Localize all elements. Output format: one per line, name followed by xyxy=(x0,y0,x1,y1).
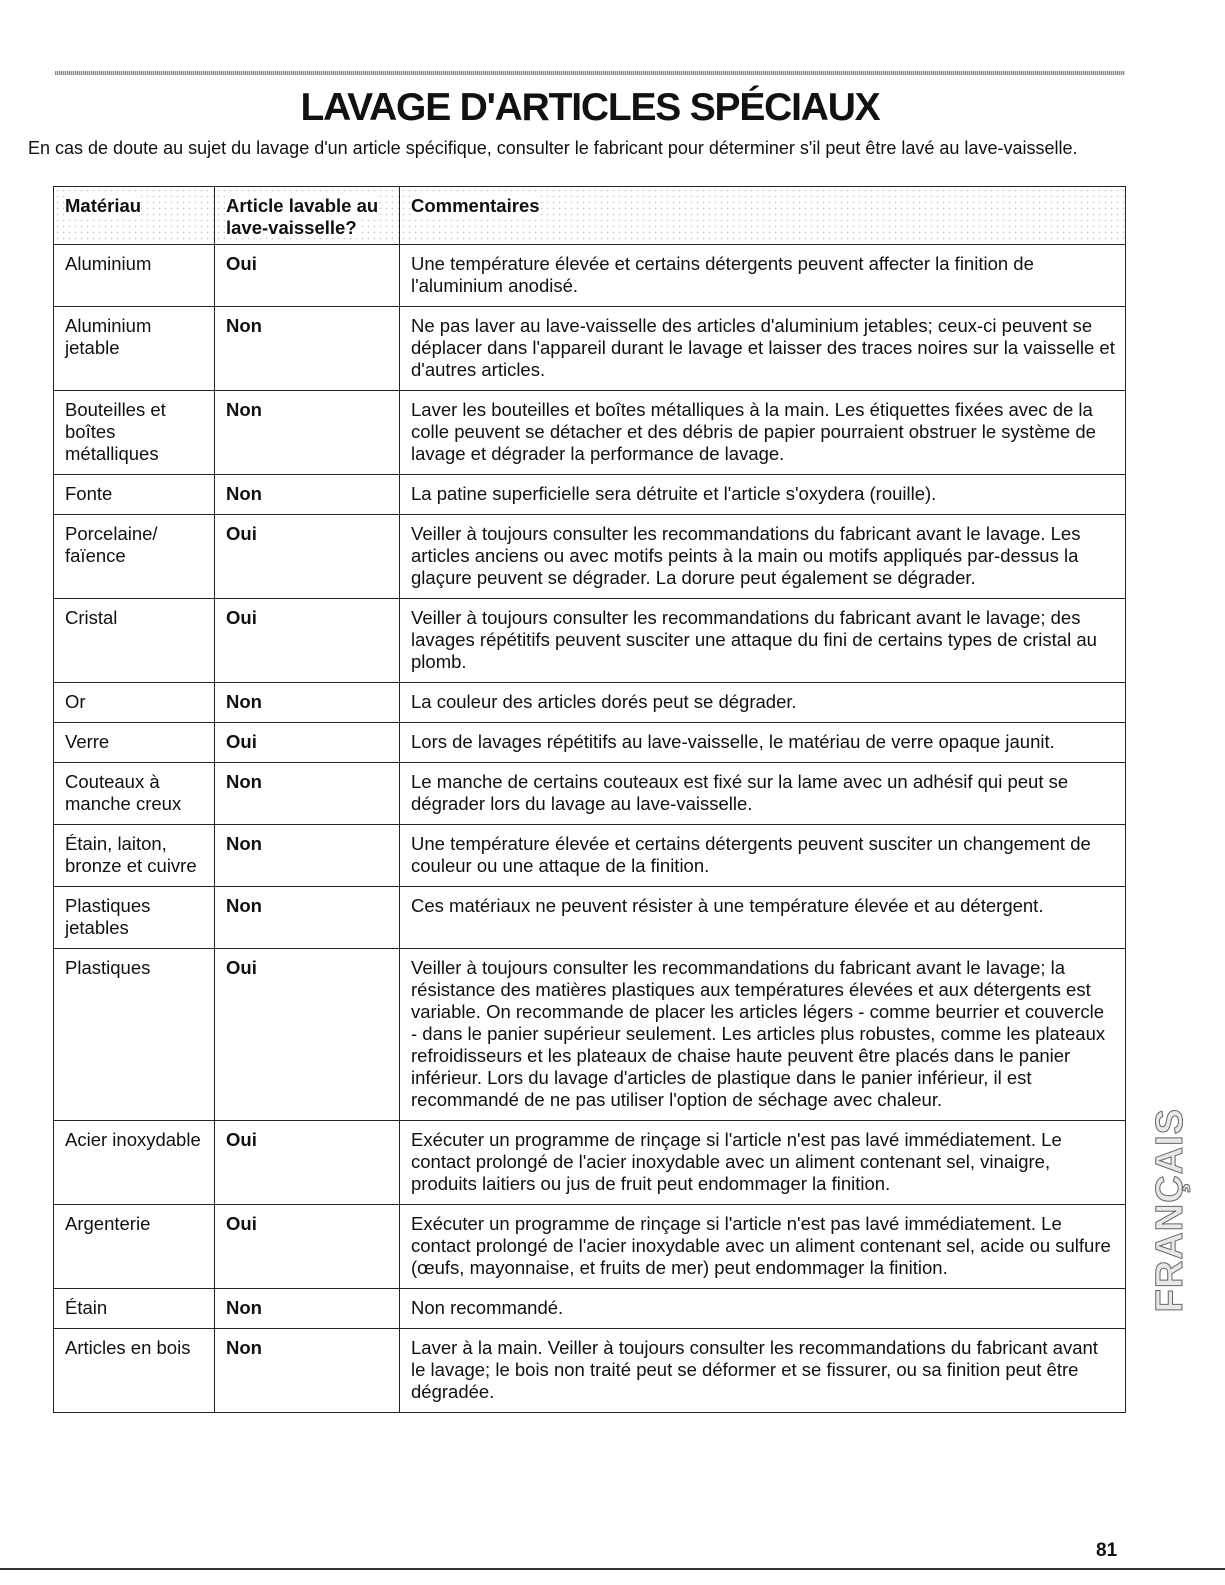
material-cell: Acier inoxydable xyxy=(54,1121,215,1205)
table-row xyxy=(54,825,1126,887)
washable-cell: Non xyxy=(215,1289,400,1329)
washable-cell: Oui xyxy=(215,515,400,599)
washable-cell: Oui xyxy=(215,723,400,763)
material-cell: Couteaux à manche creux xyxy=(54,763,215,825)
table-row xyxy=(54,307,1126,391)
special-items-table xyxy=(53,186,1126,1413)
table-row xyxy=(54,723,1126,763)
comment-cell: Veiller à toujours consulter les recommandations du fabricant avant le lavage. Les articles anciens ou avec motifs peints à la main ou motifs appliqués par-dessus la glaçure peuvent se dégrader. La dorure peut également se dégrader. xyxy=(400,515,1126,599)
table-row xyxy=(54,1205,1126,1289)
table-row xyxy=(54,391,1126,475)
comment-cell: Laver les bouteilles et boîtes métalliques à la main. Les étiquettes fixées avec de la colle peuvent se détacher et des débris de papier pourraient obstruer le système de lavage et dégrader la performance de lavage. xyxy=(400,391,1126,475)
washable-cell: Oui xyxy=(215,1121,400,1205)
top-dotted-rule xyxy=(55,71,1125,75)
table-row xyxy=(54,949,1126,1121)
table-row xyxy=(54,1121,1126,1205)
comment-cell: La couleur des articles dorés peut se dégrader. xyxy=(400,683,1126,723)
header-comments: Commentaires xyxy=(400,187,1126,245)
material-cell: Plastiques xyxy=(54,949,215,1121)
header-material: Matériau xyxy=(54,187,215,245)
header-washable: Article lavable au lave-vaisselle? xyxy=(215,187,400,245)
material-cell: Verre xyxy=(54,723,215,763)
comment-cell: Veiller à toujours consulter les recommandations du fabricant avant le lavage; la résistance des matières plastiques aux températures élevées et aux détergents est variable. On recommande de placer les articles légers - comme beurrier et couvercle - dans le panier supérieur seulement. Les articles plus robustes, comme les plateaux refroidisseurs et les plateaux de chaise haute peuvent être placés dans le panier inférieur. Lors du lavage d'articles de plastique dans le panier inférieur, il est recommandé de ne pas utiliser l'option de séchage avec chaleur. xyxy=(400,949,1126,1121)
comment-cell: Exécuter un programme de rinçage si l'article n'est pas lavé immédiatement. Le contact prolongé de l'acier inoxydable avec un aliment contenant sel, acide ou sulfure (œufs, mayonnaise, et fruits de mer) peut endommager la finition. xyxy=(400,1205,1126,1289)
washable-cell: Oui xyxy=(215,245,400,307)
material-cell: Aluminium xyxy=(54,245,215,307)
washable-cell: Oui xyxy=(215,1205,400,1289)
washable-cell: Oui xyxy=(215,599,400,683)
material-cell: Étain, laiton, bronze et cuivre xyxy=(54,825,215,887)
comment-cell: Lors de lavages répétitifs au lave-vaisselle, le matériau de verre opaque jaunit. xyxy=(400,723,1126,763)
page-number: 81 xyxy=(1096,1540,1118,1561)
page-title: LAVAGE D'ARTICLES SPÉCIAUX xyxy=(300,86,880,129)
material-cell: Étain xyxy=(54,1289,215,1329)
washable-cell: Non xyxy=(215,1329,400,1413)
washable-cell: Non xyxy=(215,391,400,475)
washable-cell: Non xyxy=(215,763,400,825)
comment-cell: La patine superficielle sera détruite et l'article s'oxydera (rouille). xyxy=(400,475,1126,515)
material-cell: Articles en bois xyxy=(54,1329,215,1413)
comment-cell: Ne pas laver au lave-vaisselle des articles d'aluminium jetables; ceux-ci peuvent se déplacer dans l'appareil durant le lavage et laisser des traces noires sur la vaisselle et d'autres articles. xyxy=(400,307,1126,391)
comment-cell: Le manche de certains couteaux est fixé sur la lame avec un adhésif qui peut se dégrader lors du lavage au lave-vaisselle. xyxy=(400,763,1126,825)
material-cell: Aluminium jetable xyxy=(54,307,215,391)
washable-cell: Non xyxy=(215,683,400,723)
language-side-tab: FRANÇAIS xyxy=(1148,1107,1191,1313)
washable-cell: Non xyxy=(215,475,400,515)
table-row xyxy=(54,245,1126,307)
comment-cell: Ces matériaux ne peuvent résister à une température élevée et au détergent. xyxy=(400,887,1126,949)
comment-cell: Exécuter un programme de rinçage si l'article n'est pas lavé immédiatement. Le contact prolongé de l'acier inoxydable avec un aliment contenant sel, vinaigre, produits laitiers ou jus de fruit peut endommager la finition. xyxy=(400,1121,1126,1205)
comment-cell: Une température élevée et certains détergents peuvent susciter un changement de couleur ou une attaque de la finition. xyxy=(400,825,1126,887)
material-cell: Bouteilles et boîtes métalliques xyxy=(54,391,215,475)
material-cell: Plastiques jetables xyxy=(54,887,215,949)
table-header-row xyxy=(54,187,1126,245)
table-row xyxy=(54,683,1126,723)
table-row xyxy=(54,599,1126,683)
material-cell: Or xyxy=(54,683,215,723)
comment-cell: Une température élevée et certains détergents peuvent affecter la finition de l'aluminium anodisé. xyxy=(400,245,1126,307)
washable-cell: Non xyxy=(215,887,400,949)
intro-text: En cas de doute au sujet du lavage d'un article spécifique, consulter le fabricant pour déterminer s'il peut être lavé au lave-vaisselle. xyxy=(28,138,1078,158)
material-cell: Fonte xyxy=(54,475,215,515)
table-row xyxy=(54,763,1126,825)
table-row xyxy=(54,1289,1126,1329)
table-row xyxy=(54,1329,1126,1413)
washable-cell: Non xyxy=(215,307,400,391)
bottom-rule xyxy=(0,1568,1225,1570)
comment-cell: Veiller à toujours consulter les recommandations du fabricant avant le lavage; des lavages répétitifs peuvent susciter une attaque du fini de certains types de cristal au plomb. xyxy=(400,599,1126,683)
table-row xyxy=(54,887,1126,949)
material-cell: Porcelaine/ faïence xyxy=(54,515,215,599)
washable-cell: Non xyxy=(215,825,400,887)
comment-cell: Non recommandé. xyxy=(400,1289,1126,1329)
washable-cell: Oui xyxy=(215,949,400,1121)
material-cell: Cristal xyxy=(54,599,215,683)
table-row xyxy=(54,515,1126,599)
comment-cell: Laver à la main. Veiller à toujours consulter les recommandations du fabricant avant le lavage; le bois non traité peut se déformer et se fissurer, ou sa finition peut être dégradée. xyxy=(400,1329,1126,1413)
material-cell: Argenterie xyxy=(54,1205,215,1289)
table-row xyxy=(54,475,1126,515)
